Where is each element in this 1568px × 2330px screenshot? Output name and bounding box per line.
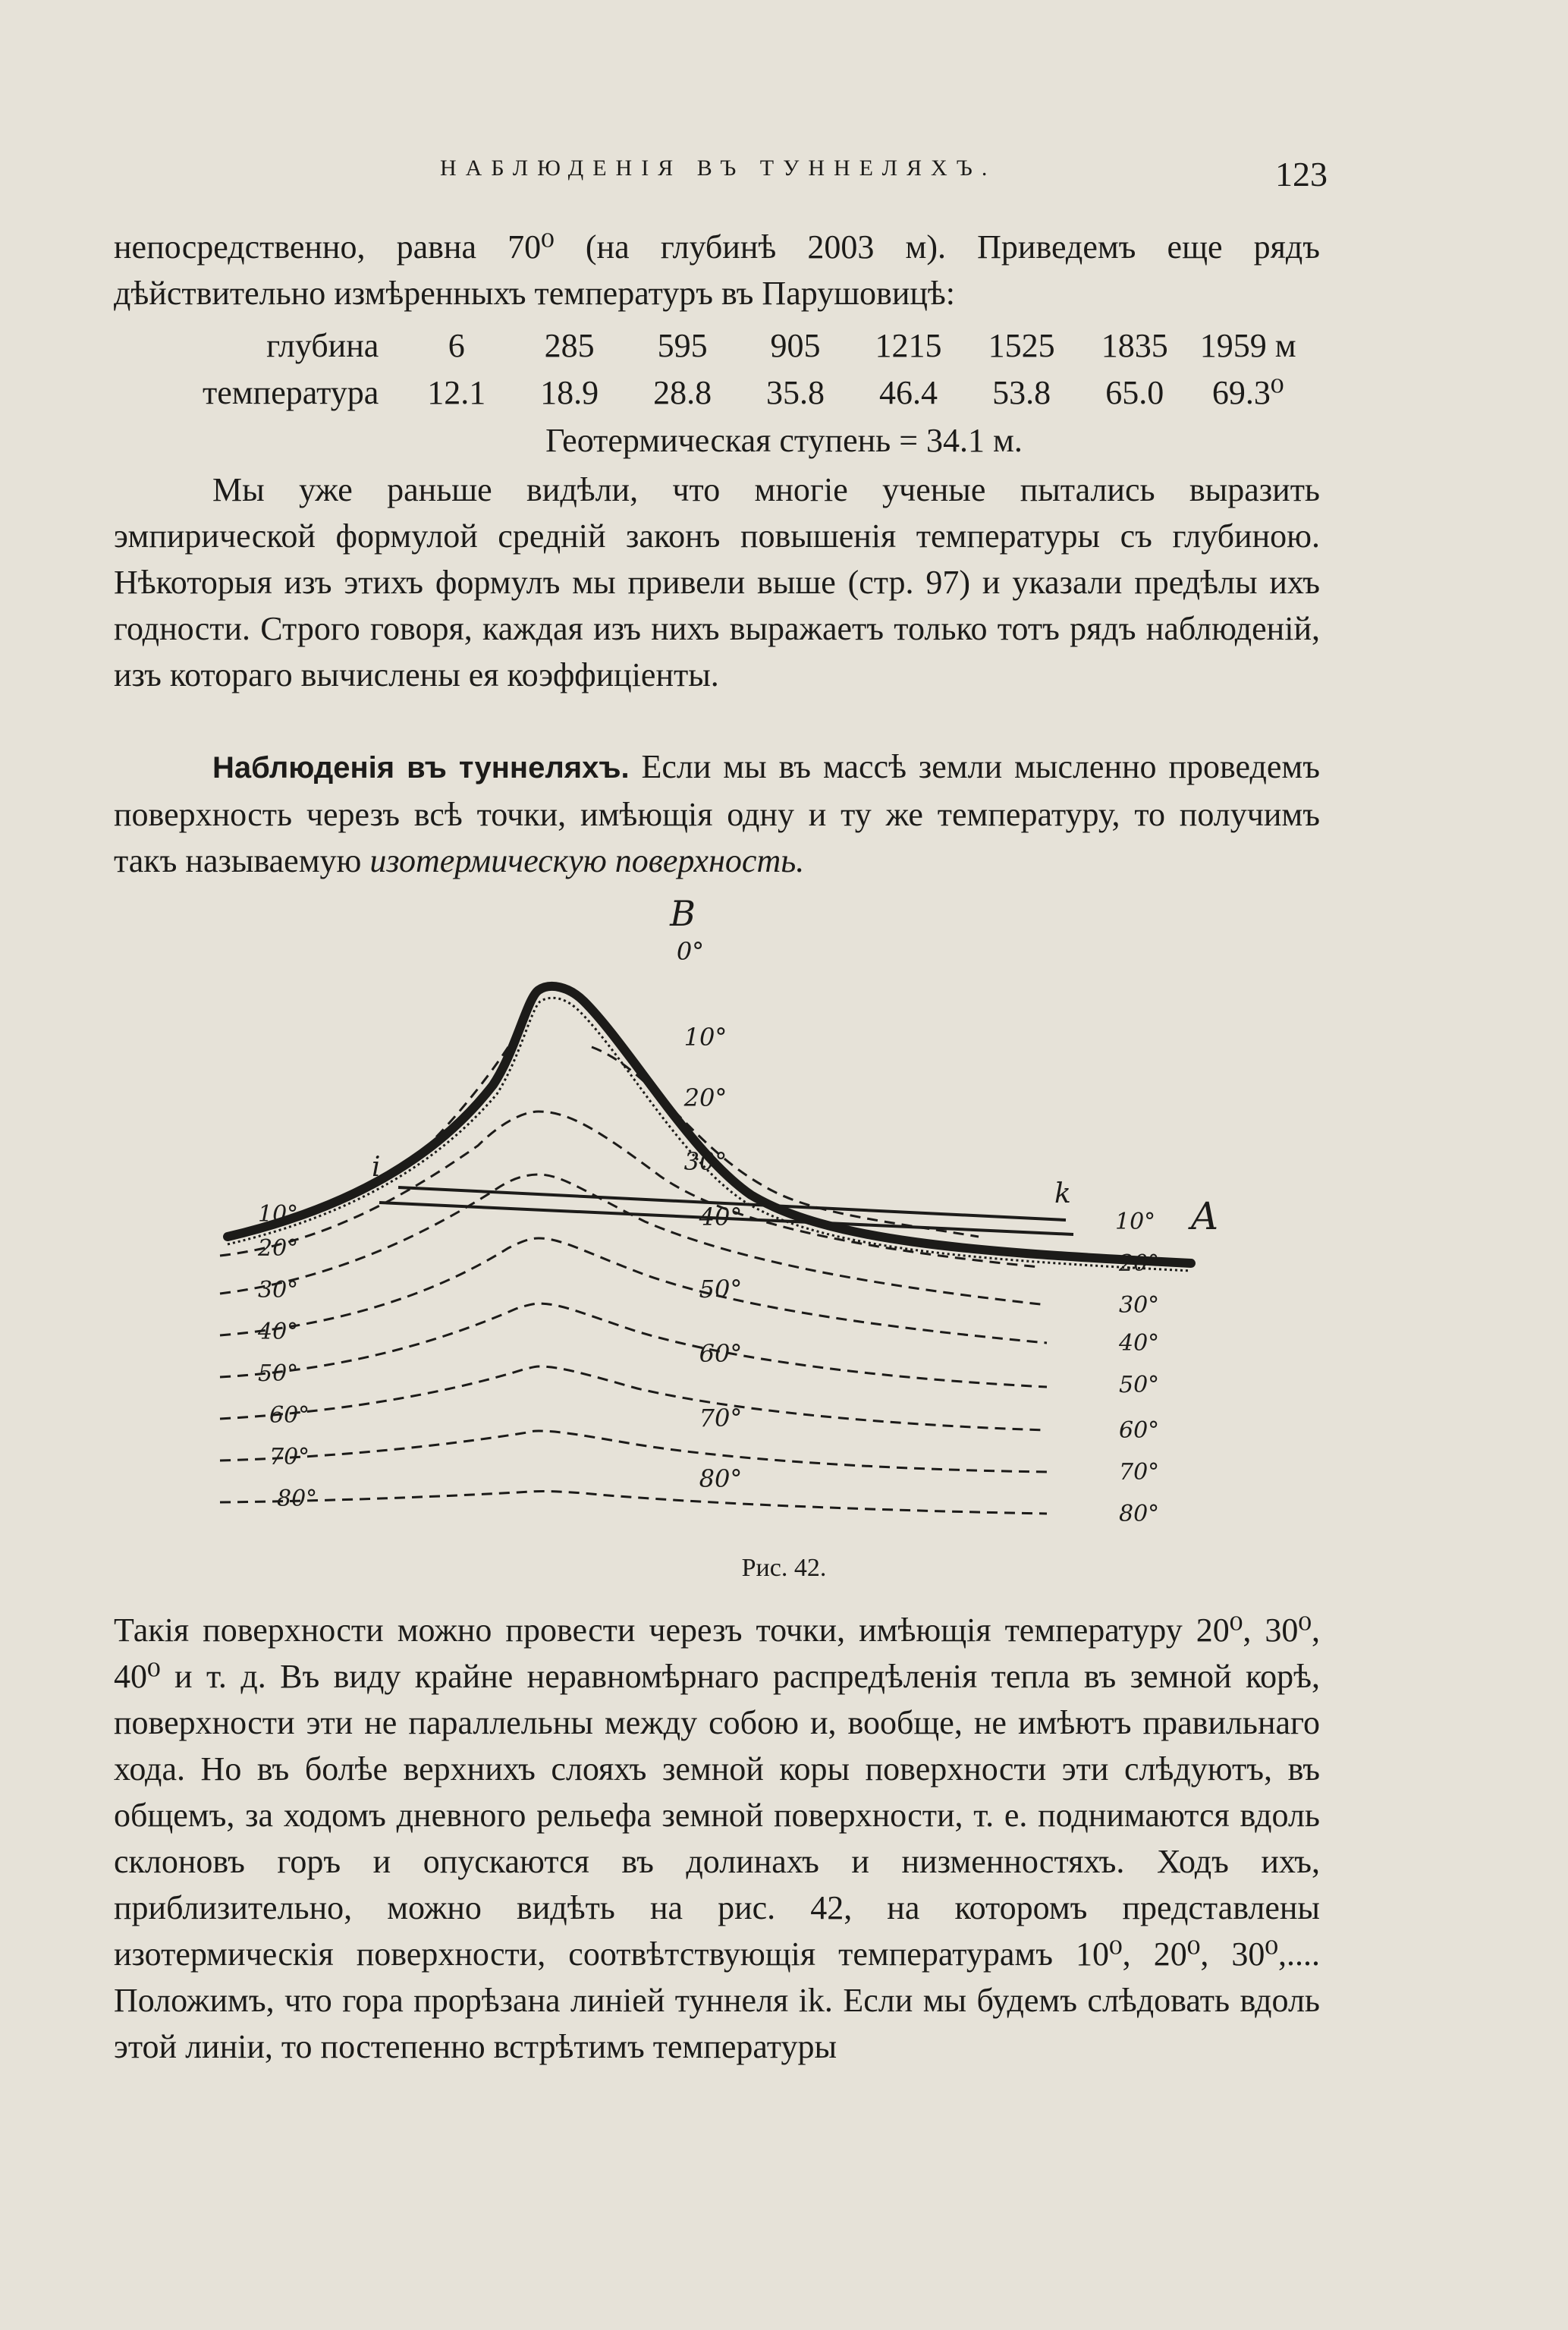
center-temp-label: 60° xyxy=(699,1339,743,1368)
depth-value: 1835 xyxy=(1101,327,1168,364)
left-temp-label: 10° xyxy=(258,1201,299,1228)
temperature-row xyxy=(167,369,1305,417)
temperature-value: 65.0 xyxy=(1105,374,1164,411)
depth-value: 1959 м xyxy=(1199,327,1296,364)
paragraph-section xyxy=(114,744,1320,884)
depth-label: глубина xyxy=(266,327,379,364)
left-temp-label: 50° xyxy=(258,1360,299,1387)
isotherm-70 xyxy=(220,1431,1047,1472)
center-temp-label: 0° xyxy=(676,937,705,966)
tunnel-label-i: i xyxy=(372,1152,381,1183)
paragraph-3: Такія поверхности можно провести черезъ точки, имѣющія температуру 20⁰, 30⁰, 40⁰ и т. д. Въ виду крайне неравномѣрнаго распредѣленія тепла въ земной корѣ, поверхности эти не параллельны между собою и, вообще, не имѣютъ правильнаго хода. Но въ болѣе верхнихъ слояхъ земной коры поверхности эти слѣдуютъ, въ общемъ, за ходомъ дневного рельефа земной поверхности, т. е. поднимаются вдоль склоновъ горъ и опускаются въ долинахъ и низменностяхъ. Ходъ ихъ, приблизительно, можно видѣть на рис. 42, на которомъ представлены изотермическія поверхности, соотвѣтствующія температурамъ 10⁰, 20⁰, 30⁰,.... Положимъ, что гора прорѣзана линіей туннеля ik. Если мы будемъ слѣдовать вдоль этой линіи, то постепенно встрѣтимъ температуры xyxy=(114,1612,1320,2065)
center-temp-label: 40° xyxy=(699,1203,743,1231)
center-temp-label: 80° xyxy=(699,1464,743,1493)
left-temp-label: 60° xyxy=(269,1402,310,1429)
paragraph-2: Мы уже раньше видѣли, что многіе ученые пытались выразить эмпирической формулой средній законъ повышенія температуры съ глубиною. Нѣкоторыя изъ этихъ формулъ мы привели выше (стр. 97) и указали предѣлы ихъ годности. Строго говоря, каждая изъ нихъ выражаетъ только тотъ рядъ наблюденій, изъ котораго вычислены ея коэффиціенты. xyxy=(114,471,1320,693)
left-temp-label: 20° xyxy=(258,1235,299,1262)
depth-row xyxy=(167,322,1305,369)
depth-value: 6 xyxy=(448,327,465,364)
left-temp-label: 80° xyxy=(277,1486,318,1512)
right-temp-label: 60° xyxy=(1119,1417,1160,1444)
temperature-value: 53.8 xyxy=(992,374,1051,411)
section-text: Если мы въ массѣ земли мысленно проведемъ поверхность черезъ всѣ точки, имѣющія одну и ту же температуру, то получимъ такъ называемую xyxy=(114,748,1320,879)
right-temp-label: 40° xyxy=(1119,1330,1160,1357)
center-temp-label: 20° xyxy=(683,1083,727,1112)
paragraph-1: непосредственно, равна 70⁰ (на глубинѣ 2003 м). Приведемъ еще рядъ дѣйствительно измѣренныхъ температуръ въ Парушовицѣ: xyxy=(114,228,1320,312)
center-temp-label: 30° xyxy=(683,1147,727,1176)
right-temp-label: 50° xyxy=(1119,1372,1160,1398)
temperature-table xyxy=(167,322,1305,417)
depth-value: 1525 xyxy=(988,327,1055,364)
section-heading: Наблюденія въ туннеляхъ. xyxy=(212,751,630,785)
depth-value: 285 xyxy=(544,327,595,364)
page-header xyxy=(121,156,1328,201)
center-temp-label: 50° xyxy=(699,1275,743,1303)
isotherm-10-left xyxy=(402,1047,508,1168)
temperature-value: 69.3⁰ xyxy=(1211,374,1284,411)
running-title: НАБЛЮДЕНІЯ ВЪ ТУННЕЛЯХЪ. xyxy=(440,156,997,181)
page-number: 123 xyxy=(1275,155,1328,193)
right-temp-label: 20° xyxy=(1119,1250,1160,1277)
temperature-value: 35.8 xyxy=(766,374,825,411)
point-label-top: B xyxy=(670,895,696,934)
figure-caption: Рис. 42. xyxy=(741,1554,827,1582)
tunnel-label-k: k xyxy=(1054,1178,1071,1209)
temperature-value: 18.9 xyxy=(540,374,599,411)
left-temp-label: 30° xyxy=(258,1277,299,1303)
left-temp-label: 40° xyxy=(258,1319,299,1345)
isotherm-figure xyxy=(205,895,1244,1563)
depth-value: 905 xyxy=(770,327,821,364)
temperature-value: 12.1 xyxy=(427,374,486,411)
right-temp-label: 30° xyxy=(1119,1292,1160,1319)
right-temp-label: 80° xyxy=(1119,1501,1160,1527)
center-temp-label: 70° xyxy=(699,1404,743,1432)
geothermal-step-formula: Геотермическая ступень = 34.1 м. xyxy=(545,422,1023,459)
left-temp-label: 70° xyxy=(269,1444,310,1470)
isotherm-80 xyxy=(220,1491,1047,1514)
right-temp-label: 70° xyxy=(1119,1459,1160,1486)
section-emphasis: изотермическую поверхность. xyxy=(369,842,805,879)
temperature-value: 46.4 xyxy=(879,374,938,411)
depth-value: 595 xyxy=(657,327,708,364)
temperature-label: температура xyxy=(203,374,379,411)
isotherm-60 xyxy=(220,1366,1047,1430)
center-temp-label: 10° xyxy=(683,1023,727,1052)
depth-value: 1215 xyxy=(875,327,942,364)
point-label-right: A xyxy=(1191,1194,1219,1238)
right-temp-label: 10° xyxy=(1115,1209,1156,1235)
temperature-value: 28.8 xyxy=(653,374,712,411)
